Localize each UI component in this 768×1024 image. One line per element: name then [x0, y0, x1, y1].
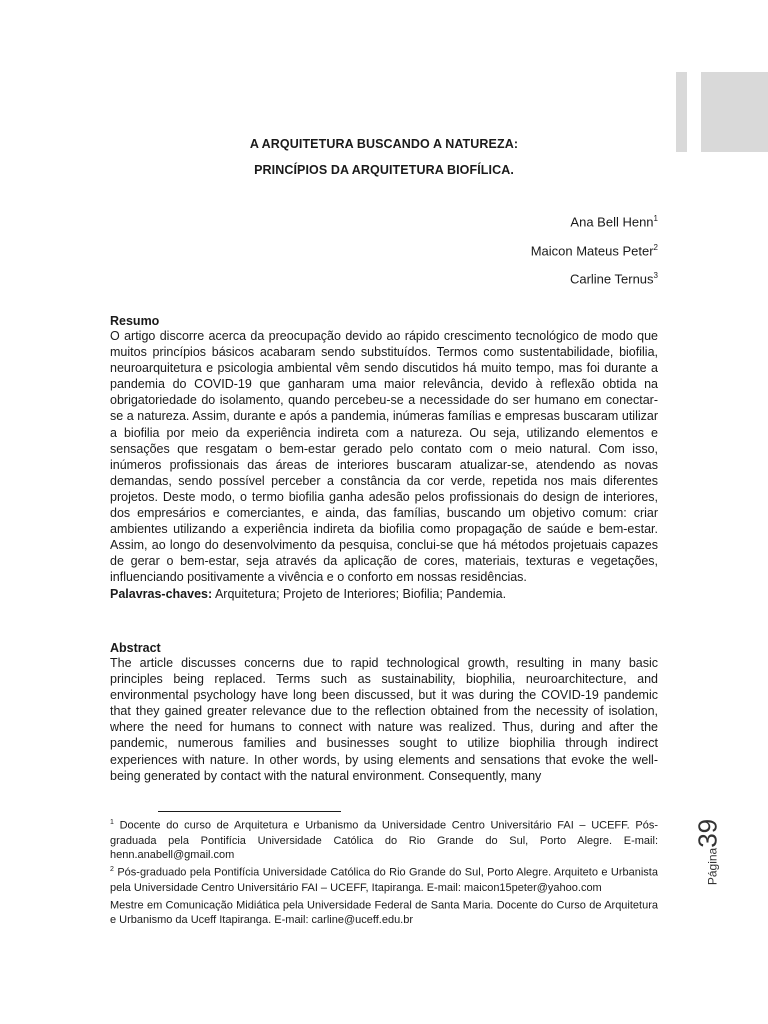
resumo-section [110, 314, 658, 602]
keywords-label: Palavras-chaves: [110, 586, 213, 601]
author-name: Maicon Mateus Peter [530, 243, 654, 259]
footnote-1 [110, 816, 658, 863]
footnote-mark: 2 [110, 866, 114, 874]
author-1 [570, 214, 658, 229]
keywords-text: Arquitetura; Projeto de Interiores; Biofilia; Pandemia. [212, 586, 507, 601]
title-line-2: PRINCÍPIOS DA ARQUITETURA BIOFÍLICA. [254, 163, 514, 177]
author-footnote-mark: 1 [653, 214, 658, 223]
footnote-separator [158, 811, 341, 812]
footnote-text: Pós-graduado pela Pontifícia Universidade Católica do Rio Grande do Sul, Porto Alegre. Arquiteto e Urbanista pela Universidade Centro Universitário FAI – UCEFF, Itapiranga. E-mail: maicon15peter@yahoo.com [110, 867, 658, 894]
author-2 [531, 243, 658, 258]
footnote-text: Mestre em Comunicação Midiática pela Universidade Federal de Santa Maria. Docente do Curso de Arquitetura e Urbanismo da Uceff Itapiranga. E-mail: carline@uceff.edu.br [110, 899, 658, 927]
keywords-line [110, 586, 658, 602]
resumo-body: O artigo discorre acerca da preocupação devido ao rápido crescimento tecnológico de modo que muitos princípios básicos acabaram sendo substituídos. Termos como sustentabilidade, biofilia, neuroarquitetura e psicologia ambiental vêm sendo discutidos há muito tempo, mas foi durante a pandemia do COVID-19 que ganharam uma maior relevância, devido à reflexão obtida na obrigatoriedade do isolamento, quando percebeu-se a necessidade do ser humano em conectar-se a natureza. Assim, durante e após a pandemia, inúmeras famílias e empresas buscaram utilizar a biofilia por meio da experiência indireta com a natureza. Ou seja, utilizando elementos e sensações que resgatam o bem-estar gerado pelo contato com o meio natural. Com isso, inúmeros profissionais das áreas de interiores buscaram atualizar-se, atendendo as novas demandas, sendo possível perceber a constância da cor verde, repetida nos mais diferentes projetos. Deste modo, o termo biofilia ganha adesão pelos profissionais do design de interiores, dos empresários e comerciantes, e ainda, das famílias, buscando um objetivo comum: criar ambientes utilizando a experiência indireta da biofilia como propagação de saúde e bem-estar. Assim, ao longo do desenvolvimento da pesquisa, conclui-se que há métodos projetuais capazes de gerar o bem-estar, seja através da aplicação de cores, materiais, texturas e vegetações, influenciando positivamente a vivência e o conforto em nossas residências. [110, 329, 658, 585]
footnote-3 [110, 896, 658, 928]
abstract-heading: Abstract [110, 641, 161, 655]
author-3 [570, 271, 658, 286]
footnotes [110, 816, 658, 928]
author-footnote-mark: 3 [653, 271, 658, 280]
abstract-section [110, 641, 658, 784]
page-number: 39 [692, 818, 723, 848]
resumo-heading: Resumo [110, 314, 160, 328]
footnote-text: Docente do curso de Arquitetura e Urbanismo da Universidade Centro Universitário FAI – UCEFF. Pós-graduada pela Pontifícia Universidade Católica do Rio Grande do Sul, Porto Alegre. E-mail: henn.anabell@gmail.com [110, 819, 658, 862]
author-footnote-mark: 2 [653, 243, 658, 252]
abstract-body: The article discusses concerns due to rapid technological growth, resulting in many basic principles being replaced. Terms such as sustainability, biophilia, neuroarchitecture, and environmental psychology have long been discussed, but it was during the COVID-19 pandemic that they gained greater relevance due to the reflection obtained from the necessity of isolation, where the need for humans to connect with nature was realized. Thus, during and after the pandemic, numerous families and businesses sought to utilize biophilia through indirect experiences with nature. In other words, by using elements and sensations that evoke the well-being generated by contact with the natural environment. Consequently, many [110, 656, 658, 783]
page-word: Página [705, 847, 720, 886]
author-name: Carline Ternus [569, 271, 654, 287]
page-number-label [666, 812, 766, 892]
title-line-1: A ARQUITETURA BUSCANDO A NATUREZA: [249, 137, 519, 151]
author-name: Ana Bell Henn [570, 214, 654, 230]
footnote-mark: 1 [110, 819, 114, 826]
footnote-2 [110, 863, 658, 895]
